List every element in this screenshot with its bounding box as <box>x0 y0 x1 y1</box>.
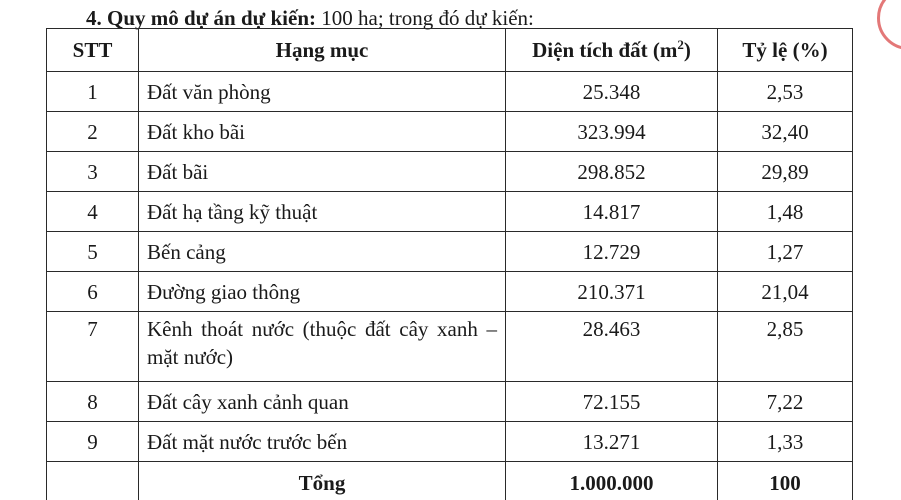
cell-name: Đất kho bãi <box>139 112 506 152</box>
cell-ratio: 1,33 <box>718 422 853 462</box>
cell-stt: 5 <box>47 232 139 272</box>
cell-area: 298.852 <box>506 152 718 192</box>
section-heading-label: 4. Quy mô dự án dự kiến: <box>86 6 317 30</box>
cell-stt: 7 <box>47 312 139 382</box>
header-ratio: Tỷ lệ (%) <box>718 29 853 72</box>
cell-ratio: 2,85 <box>718 312 853 382</box>
header-area-text: Diện tích đất (m <box>532 38 678 62</box>
land-use-table <box>46 28 853 500</box>
cell-stt: 2 <box>47 112 139 152</box>
cell-area: 13.271 <box>506 422 718 462</box>
table-row <box>47 152 853 192</box>
cell-ratio: 32,40 <box>718 112 853 152</box>
cell-name: Đất cây xanh cảnh quan <box>139 382 506 422</box>
cell-area: 323.994 <box>506 112 718 152</box>
cell-name: Đất văn phòng <box>139 72 506 112</box>
cell-ratio: 21,04 <box>718 272 853 312</box>
cell-ratio: 7,22 <box>718 382 853 422</box>
table-row <box>47 72 853 112</box>
table-row <box>47 422 853 462</box>
cell-area: 14.817 <box>506 192 718 232</box>
cell-name: Đất hạ tầng kỹ thuật <box>139 192 506 232</box>
header-area <box>506 29 718 72</box>
total-area: 1.000.000 <box>506 462 718 500</box>
stamp-seal-edge <box>877 0 901 50</box>
cell-name: Bến cảng <box>139 232 506 272</box>
header-name: Hạng mục <box>139 29 506 72</box>
cell-stt: 9 <box>47 422 139 462</box>
cell-area: 28.463 <box>506 312 718 382</box>
cell-area: 25.348 <box>506 72 718 112</box>
cell-area: 12.729 <box>506 232 718 272</box>
total-ratio: 100 <box>718 462 853 500</box>
cell-area: 210.371 <box>506 272 718 312</box>
cell-stt: 1 <box>47 72 139 112</box>
cell-stt: 8 <box>47 382 139 422</box>
table-row <box>47 232 853 272</box>
cell-stt: 3 <box>47 152 139 192</box>
header-area-close: ) <box>683 38 691 62</box>
cell-ratio: 29,89 <box>718 152 853 192</box>
cell-ratio: 1,48 <box>718 192 853 232</box>
cell-area: 72.155 <box>506 382 718 422</box>
cell-name: Đường giao thông <box>139 272 506 312</box>
header-area-sup: 2 <box>677 37 684 52</box>
table-total-row <box>47 462 853 500</box>
table-row <box>47 312 853 382</box>
cell-name: Đất mặt nước trước bến <box>139 422 506 462</box>
cell-ratio: 1,27 <box>718 232 853 272</box>
cell-stt: 6 <box>47 272 139 312</box>
table-row <box>47 192 853 232</box>
table-row <box>47 272 853 312</box>
header-stt: STT <box>47 29 139 72</box>
cell-name: Đất bãi <box>139 152 506 192</box>
table-row <box>47 382 853 422</box>
cell-stt: 4 <box>47 192 139 232</box>
total-label: Tổng <box>139 462 506 500</box>
cell-ratio: 2,53 <box>718 72 853 112</box>
table-row <box>47 112 853 152</box>
table-header-row <box>47 29 853 72</box>
total-stt <box>47 462 139 500</box>
section-heading-text: 100 ha; trong đó dự kiến: <box>321 6 534 30</box>
cell-name: Kênh thoát nước (thuộc đất cây xanh – mặt nước) <box>139 312 506 382</box>
